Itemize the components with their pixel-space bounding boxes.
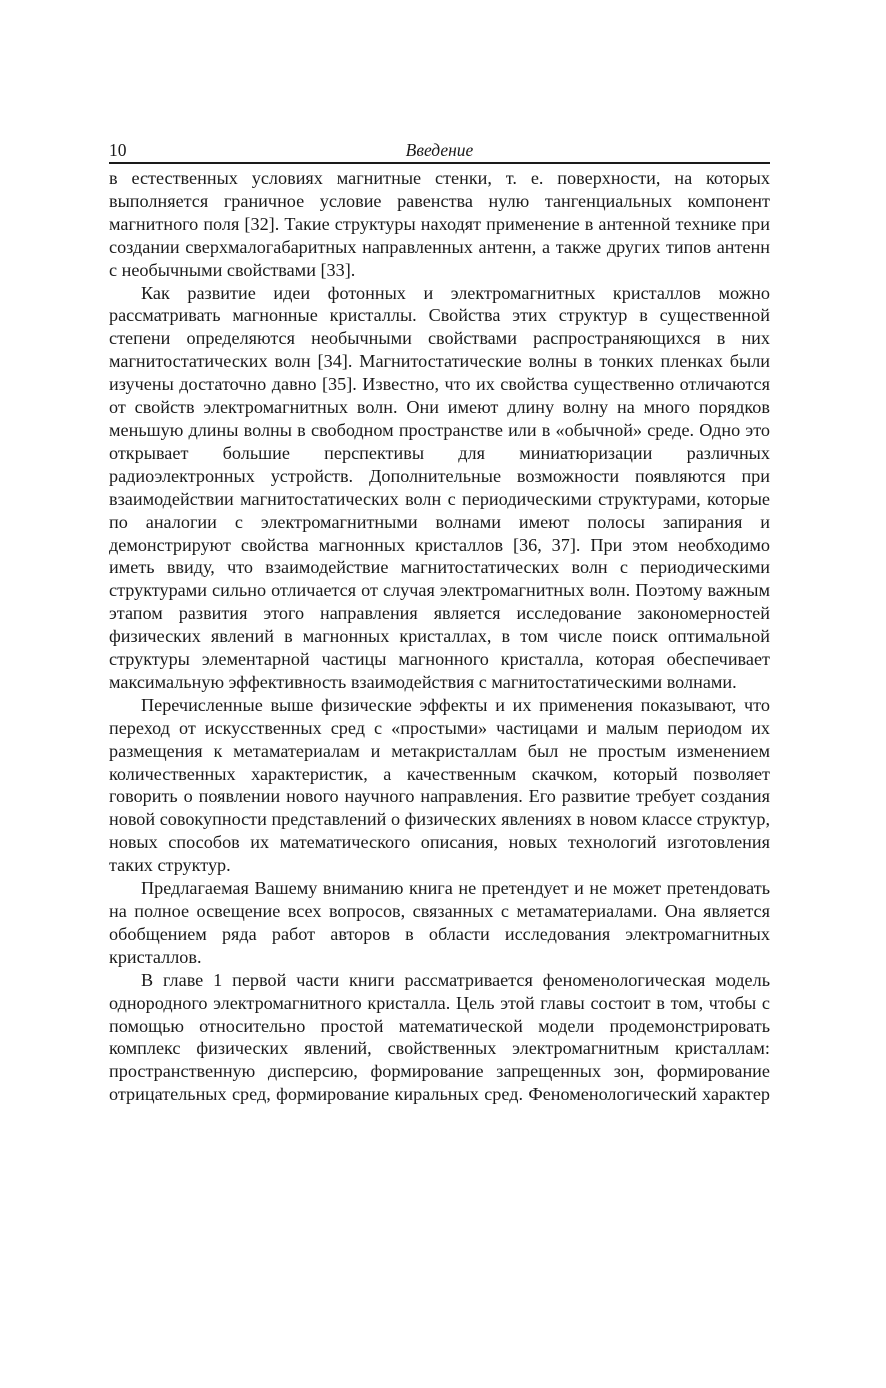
body-text xyxy=(109,167,770,1106)
paragraph-continued: в естественных условиях магнитные стенки, т. е. поверхности, на которых выполняется граничное условие равенства нулю тангенциальных компонент магнитного поля [32]. Такие структуры находят применение в антенной технике при создании сверхмалогабаритных направленных антенн, а также других типов антенн с необычными свойствами [33]. xyxy=(109,168,770,280)
running-head xyxy=(109,138,770,164)
paragraph-book-scope: Предлагаемая Вашему вниманию книга не претендует и не может претендовать на полное освещение всех вопросов, связанных с метаматериалами. Она является обобщением ряда работ авторов в области исследования электромагнитных кристаллов. xyxy=(109,878,770,967)
page-number: 10 xyxy=(109,140,127,160)
paragraph-chapter-one: В главе 1 первой части книги рассматривается феноменологическая модель однородного электромагнитного кристалла. Цель этой главы состоит в том, чтобы с помощью относительно простой математической модели продемонстрировать комплекс физических явлений, свойственных электромагнитным кристаллам: пространственную дисперсию, формирование запрещенных зон, формирование отрицательных сред, формирование киральных сред. Феноменологический характер xyxy=(109,969,770,1105)
paragraph-magnonic-crystals: Как развитие идеи фотонных и электромагнитных кристаллов можно рассматривать магнонные кристаллы. Свойства этих структур в существенной степени определяются необычными свойствами распространяющихся в них магнитостатических волн [34]. Магнитостатические волны в тонких пленках были изучены достаточно давно [35]. Известно, что их свойства существенно отличаются от свойств электромагнитных волн. Они имеют длину волну на много порядков меньшую длины волны в свободном пространстве или в «обычной» среде. Одно это открывает большие перспективы для миниатюризации различных радиоэлектронных устройств. Дополнительные возможности появляются при взаимодействии магнитостатических волн с периодическими структурами, которые по аналогии с электромагнитными волнами имеют полосы запирания и демонстрируют свойства магнонных кристаллов [36, 37]. При этом необходимо иметь ввиду, что взаимодействие магнитостатических волн с периодическими структурами сильно отличается от случая электромагнитных волн. Поэтому важным этапом развития этого направления является исследование закономерностей физических явлений в магнонных кристаллах, в том числе поиск оптимальной структуры элементарной частицы магнонного кристалла, которая обеспечивает максимальную эффективность взаимодействия с магнитостатическими волнами. xyxy=(109,282,770,692)
paragraph-metamaterials-transition: Перечисленные выше физические эффекты и их применения показывают, что переход от искусственных сред с «простыми» частицами и малым периодом их размещения к метаматериалам и метакристаллам был не простым изменением количественных характеристик, а качественным скачком, который позволяет говорить о появлении нового научного направления. Его развитие требует создания новой совокупности представлений о физических явлениях в новом классе структур, новых способов их математического описания, новых технологий изготовления таких структур. xyxy=(109,694,770,876)
running-title: Введение xyxy=(405,140,474,160)
book-page xyxy=(109,138,770,1106)
